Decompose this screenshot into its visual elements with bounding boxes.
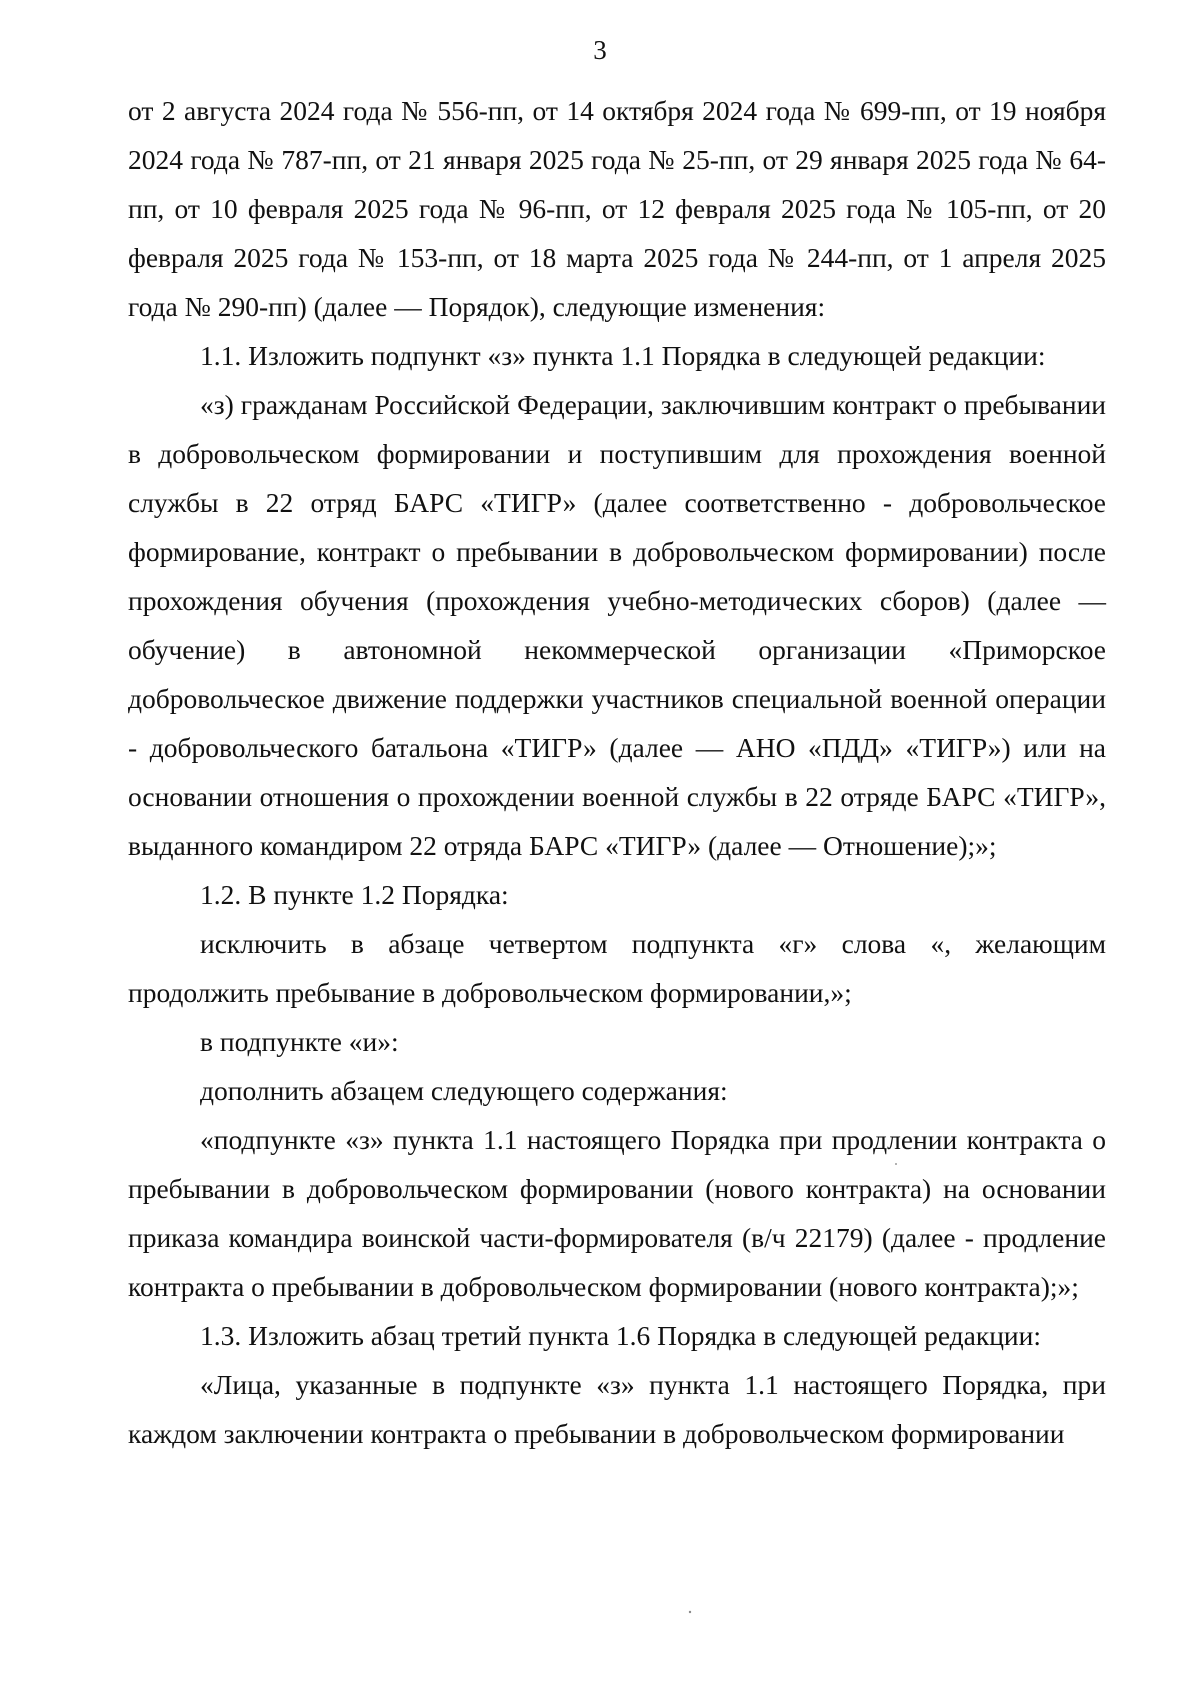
paragraph-item-1-3: 1.3. Изложить абзац третий пункта 1.6 Порядка в следующей редакции: [200, 1320, 1042, 1351]
page-number: 3 [593, 35, 607, 65]
paragraph-item-1-2: 1.2. В пункте 1.2 Порядка: [200, 879, 509, 910]
paragraph-subitem-i: в подпункте «и»: [200, 1026, 399, 1057]
paragraph-exclude-words: исключить в абзаце четвертом подпункта «г» слова «, желающим продолжить пребывание в добровольческом формировании,»; [128, 928, 1106, 1008]
document-body [128, 86, 1106, 1458]
paragraph-item-1-1: 1.1. Изложить подпункт «з» пункта 1.1 Порядка в следующей редакции: [200, 340, 1046, 371]
paragraph-add-clause: дополнить абзацем следующего содержания: [200, 1075, 728, 1106]
scan-speck [689, 1611, 691, 1613]
paragraph-new-clause-text: «подпункте «з» пункта 1.1 настоящего Порядка при продлении контракта о пребывании в добровольческом формировании (нового контракта) на основании приказа командира воинской части-формирователя (в/ч 22179) (далее - продление контракта о пребывании в добровольческом формировании (нового контракта);»; [128, 1124, 1106, 1302]
paragraph-persons-clause: «Лица, указанные в подпункте «з» пункта 1.1 настоящего Порядка, при каждом заключении контракта о пребывании в добровольческом формировании [128, 1369, 1106, 1449]
paragraph-subitem-z: «з) гражданам Российской Федерации, заключившим контракт о пребывании в добровольческом формировании и поступившим для прохождения военной службы в 22 отряд БАРС «ТИГР» (далее соответственно - добровольческое формирование, контракт о пребывании в добровольческом формировании) после прохождения обучения (прохождения учебно-методических сборов) (далее — обучение) в автономной некоммерческой организации «Приморское добровольческое движение поддержки участников специальной военной операции - добровольческого батальона «ТИГР» (далее — АНО «ПДД» «ТИГР») или на основании отношения о прохождении военной службы в 22 отряде БАРС «ТИГР», выданного командиром 22 отряда БАРС «ТИГР» (далее — Отношение);»; [128, 389, 1106, 861]
paragraph-continuation: от 2 августа 2024 года № 556-пп, от 14 октября 2024 года № 699-пп, от 19 ноября 2024 года № 787-пп, от 21 января 2025 года № 25-пп, от 29 января 2025 года № 64-пп, от 10 февраля 2025 года № 96-пп, от 12 февраля 2025 года № 105-пп, от 20 февраля 2025 года № 153-пп, от 18 марта 2025 года № 244-пп, от 1 апреля 2025 года № 290-пп) (далее — Порядок), следующие изменения: [128, 95, 1106, 322]
